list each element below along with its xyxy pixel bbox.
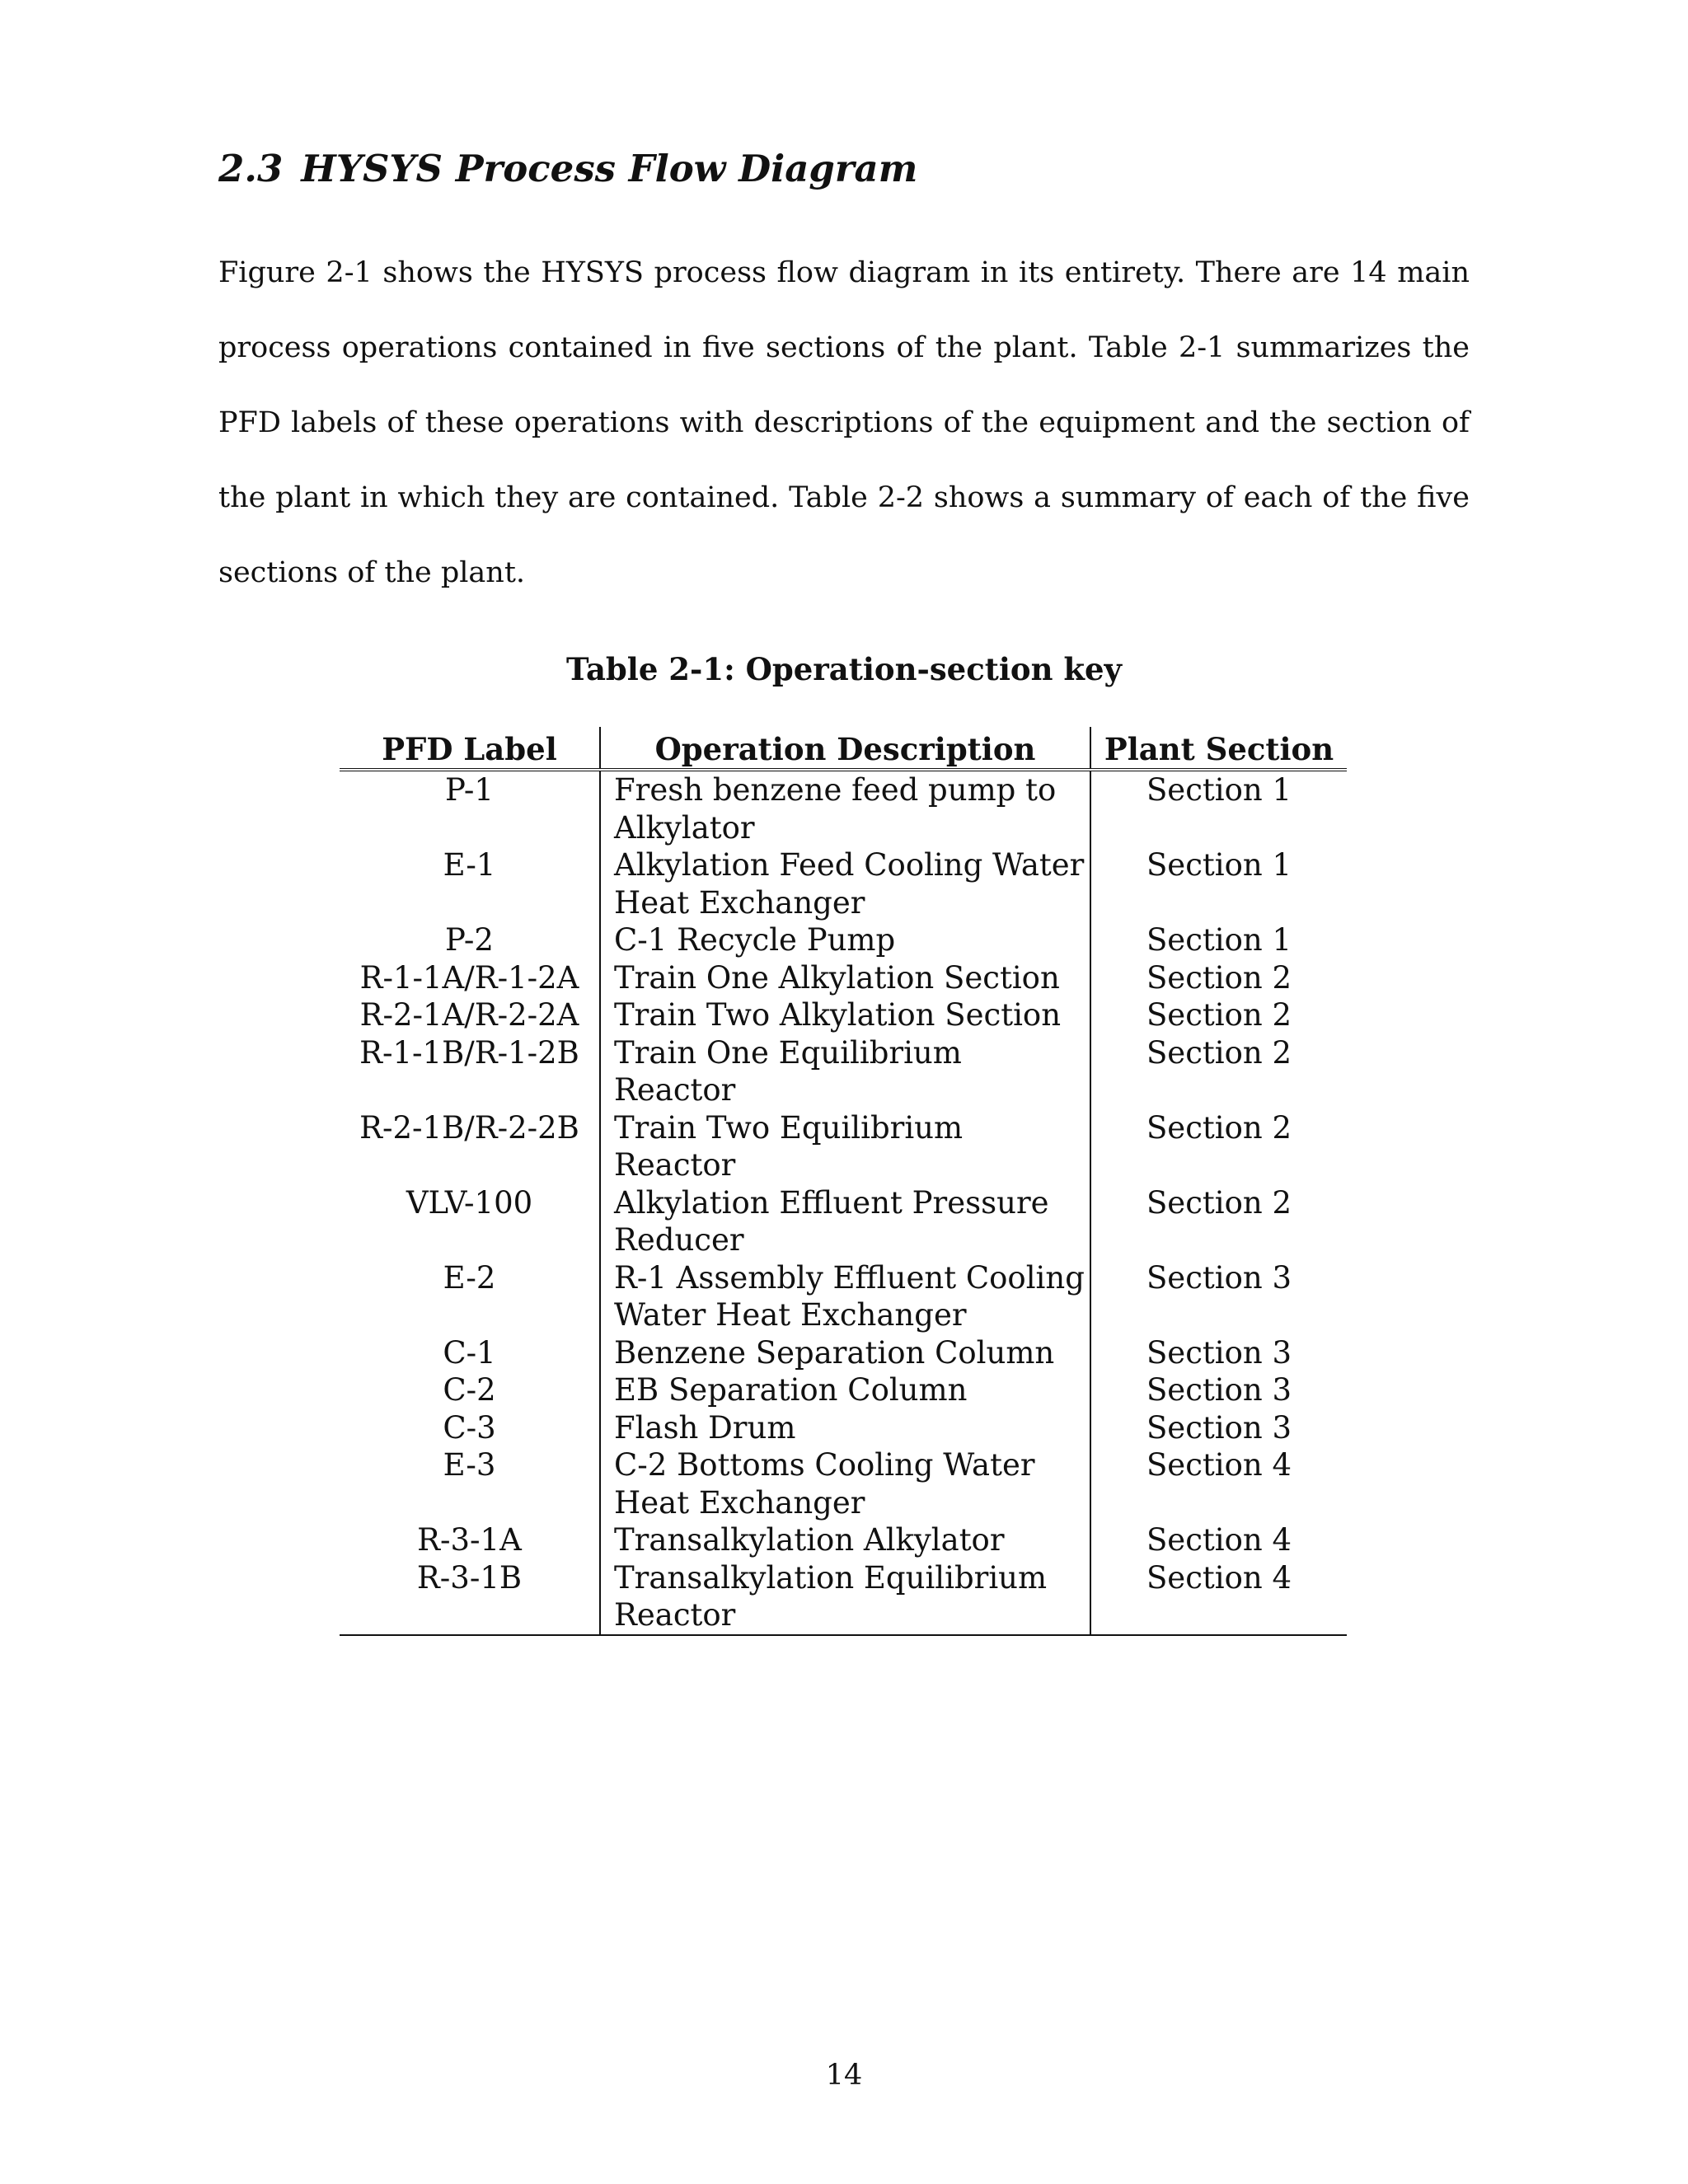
table-row xyxy=(340,1109,1347,1184)
operation-description-cell: Fresh benzene feed pump to Alkylator xyxy=(600,770,1090,846)
table-row xyxy=(340,921,1347,959)
table-header-row xyxy=(340,727,1347,770)
operation-description-cell: C-2 Bottoms Cooling Water Heat Exchanger xyxy=(600,1446,1090,1521)
table-row xyxy=(340,846,1347,921)
pfd-label-cell: R-3-1B xyxy=(340,1559,600,1635)
table-row xyxy=(340,1559,1347,1635)
pfd-label-cell: R-1-1A/R-1-2A xyxy=(359,959,579,996)
table-row xyxy=(340,770,1347,846)
pfd-label-cell: E-1 xyxy=(443,847,496,883)
operation-description-cell: Transalkylation Alkylator xyxy=(600,1521,1090,1559)
table-row xyxy=(340,1409,1347,1447)
pfd-label-cell: P-1 xyxy=(445,772,494,808)
pfd-label-cell: P-2 xyxy=(445,922,494,958)
table-row xyxy=(340,959,1347,997)
table-row xyxy=(340,1259,1347,1334)
pfd-label-cell: R-1-1B/R-1-2B xyxy=(359,1034,579,1071)
operation-description-cell: Transalkylation Equilibrium Reactor xyxy=(600,1559,1090,1635)
section-number: 2.3 xyxy=(218,147,284,190)
plant-section-cell: Section 2 xyxy=(1090,1184,1347,1259)
operation-description-cell: Benzene Separation Column xyxy=(600,1334,1090,1372)
pfd-label-cell: C-1 xyxy=(443,1334,496,1371)
operation-description-cell: Alkylation Effluent Pressure Reducer xyxy=(600,1184,1090,1259)
operation-description-cell: Train One Alkylation Section xyxy=(600,959,1090,997)
table-row xyxy=(340,1184,1347,1259)
page-number: 14 xyxy=(825,2059,863,2092)
operation-description-cell: Train Two Alkylation Section xyxy=(600,996,1090,1034)
plant-section-cell: Section 1 xyxy=(1090,846,1347,921)
header-plant-section: Plant Section xyxy=(1090,727,1347,770)
pfd-label-cell: R-2-1B/R-2-2B xyxy=(359,1109,579,1146)
body-paragraph: Figure 2-1 shows the HYSYS process flow diagram in its entirety. There are 14 main process operations contained in five sections of the plant. Table 2-1 summarizes the PFD labels of these operations with descriptions of the equipment and the section of the plant in which they are contained. Table 2-2 shows a summary of each of the five sections of the plant. xyxy=(218,256,1470,589)
plant-section-cell: Section 1 xyxy=(1090,921,1347,959)
operation-description-cell: EB Separation Column xyxy=(600,1371,1090,1409)
pfd-label-cell: R-2-1A/R-2-2A xyxy=(359,997,579,1033)
plant-section-cell: Section 2 xyxy=(1090,1034,1347,1109)
plant-section-cell: Section 4 xyxy=(1090,1559,1347,1635)
table-row xyxy=(340,996,1347,1034)
plant-section-cell: Section 1 xyxy=(1090,770,1347,846)
plant-section-cell: Section 3 xyxy=(1090,1371,1347,1409)
pfd-label-cell: E-3 xyxy=(443,1447,496,1483)
operation-description-cell: Train One Equilibrium Reactor xyxy=(600,1034,1090,1109)
operation-description-cell: Alkylation Feed Cooling Water Heat Exchanger xyxy=(600,846,1090,921)
pfd-label-cell: E-2 xyxy=(443,1259,496,1296)
table-row xyxy=(340,1334,1347,1372)
pfd-label-cell: R-3-1A xyxy=(417,1522,522,1558)
plant-section-cell: Section 2 xyxy=(1090,996,1347,1034)
plant-section-cell: Section 4 xyxy=(1090,1446,1347,1521)
section-title: HYSYS Process Flow Diagram xyxy=(301,147,918,190)
table-row xyxy=(340,1371,1347,1409)
pfd-label-cell: C-3 xyxy=(443,1409,496,1446)
operation-description-cell: C-1 Recycle Pump xyxy=(600,921,1090,959)
plant-section-cell: Section 2 xyxy=(1090,1109,1347,1184)
operation-section-table xyxy=(340,727,1347,1636)
header-operation-description: Operation Description xyxy=(600,727,1090,770)
section-heading xyxy=(218,147,917,190)
plant-section-cell: Section 3 xyxy=(1090,1259,1347,1334)
table-row xyxy=(340,1034,1347,1109)
plant-section-cell: Section 3 xyxy=(1090,1334,1347,1372)
pfd-label-cell: C-2 xyxy=(443,1372,496,1408)
header-pfd-label: PFD Label xyxy=(340,727,600,770)
table-caption: Table 2-1: Operation-section key xyxy=(565,651,1123,687)
plant-section-cell: Section 4 xyxy=(1090,1521,1347,1559)
operation-description-cell: R-1 Assembly Effluent Cooling Water Heat Exchanger xyxy=(600,1259,1090,1334)
operation-description-cell: Flash Drum xyxy=(600,1409,1090,1447)
plant-section-cell: Section 2 xyxy=(1090,959,1347,997)
table-row xyxy=(340,1446,1347,1521)
pfd-label-cell: VLV-100 xyxy=(406,1184,533,1221)
plant-section-cell: Section 3 xyxy=(1090,1409,1347,1447)
operation-description-cell: Train Two Equilibrium Reactor xyxy=(600,1109,1090,1184)
table-row xyxy=(340,1521,1347,1559)
